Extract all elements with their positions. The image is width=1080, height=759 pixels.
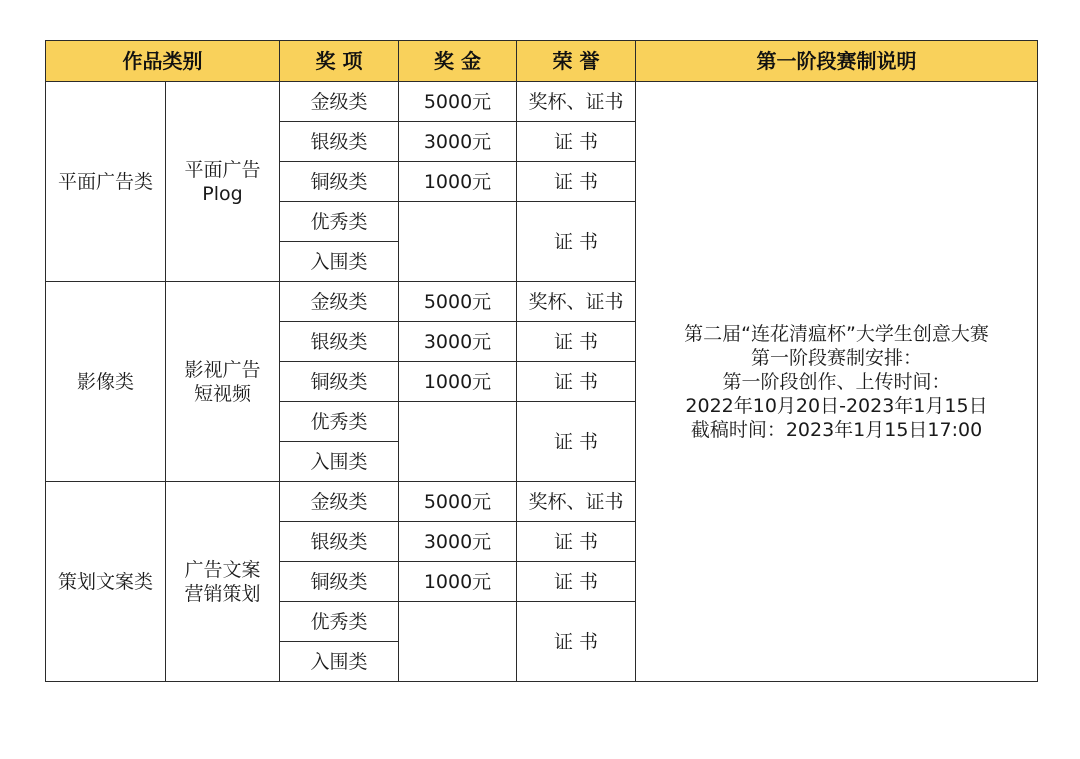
header-honor: 荣 誉 [517,41,636,82]
table-header-row [46,41,1038,82]
prize-cell: 5000元 [399,282,517,322]
header-prize: 奖 金 [399,41,517,82]
header-award: 奖 项 [280,41,399,82]
header-description: 第一阶段赛制说明 [636,41,1038,82]
subcategory-cell [166,482,280,682]
honor-cell: 证 书 [517,322,636,362]
prize-cell-empty [399,202,517,282]
award-level-cell: 铜级类 [280,562,399,602]
prize-cell: 3000元 [399,322,517,362]
honor-cell: 证 书 [517,602,636,682]
description-line: 2022年10月20日-2023年1月15日 [685,394,988,417]
description-line: 第二届“连花清瘟杯”大学生创意大赛 [684,322,989,345]
table-row [46,82,1038,122]
subcategory-cell [166,82,280,282]
subcategory-line: 广告文案 [184,558,261,581]
prize-cell: 1000元 [399,562,517,602]
award-level-cell: 铜级类 [280,162,399,202]
honor-cell: 证 书 [517,362,636,402]
prize-cell-empty [399,602,517,682]
honor-cell: 证 书 [517,122,636,162]
honor-cell: 证 书 [517,562,636,602]
subcategory-line: 营销策划 [184,582,261,605]
subcategory-line: Plog [202,182,243,205]
description-line: 第一阶段创作、上传时间： [722,370,951,393]
award-level-cell: 银级类 [280,322,399,362]
description-line: 第一阶段赛制安排： [750,346,922,369]
prize-cell: 1000元 [399,162,517,202]
honor-cell: 奖杯、证书 [517,482,636,522]
prize-cell-empty [399,402,517,482]
honor-cell: 奖杯、证书 [517,282,636,322]
award-level-cell: 入围类 [280,442,399,482]
award-level-cell: 金级类 [280,482,399,522]
honor-cell: 证 书 [517,202,636,282]
prize-cell: 1000元 [399,362,517,402]
prize-cell: 5000元 [399,82,517,122]
award-level-cell: 优秀类 [280,202,399,242]
description-line: 截稿时间：2023年1月15日17:00 [690,418,983,441]
subcategory-cell [166,282,280,482]
subcategory-line: 影视广告 [184,358,261,381]
prize-cell: 5000元 [399,482,517,522]
award-level-cell: 入围类 [280,642,399,682]
header-category: 作品类别 [46,41,280,82]
award-level-cell: 银级类 [280,122,399,162]
prize-cell: 3000元 [399,522,517,562]
honor-cell: 奖杯、证书 [517,82,636,122]
award-level-cell: 金级类 [280,282,399,322]
award-level-cell: 铜级类 [280,362,399,402]
subcategory-line: 短视频 [193,382,251,405]
award-level-cell: 入围类 [280,242,399,282]
category-cell: 平面广告类 [46,82,166,282]
description-cell [636,82,1038,682]
subcategory-line: 平面广告 [184,158,261,181]
award-level-cell: 金级类 [280,82,399,122]
honor-cell: 证 书 [517,402,636,482]
category-cell: 影像类 [46,282,166,482]
award-level-cell: 优秀类 [280,602,399,642]
honor-cell: 证 书 [517,522,636,562]
award-level-cell: 优秀类 [280,402,399,442]
award-level-cell: 银级类 [280,522,399,562]
honor-cell: 证 书 [517,162,636,202]
award-table [45,40,1038,682]
category-cell: 策划文案类 [46,482,166,682]
prize-cell: 3000元 [399,122,517,162]
